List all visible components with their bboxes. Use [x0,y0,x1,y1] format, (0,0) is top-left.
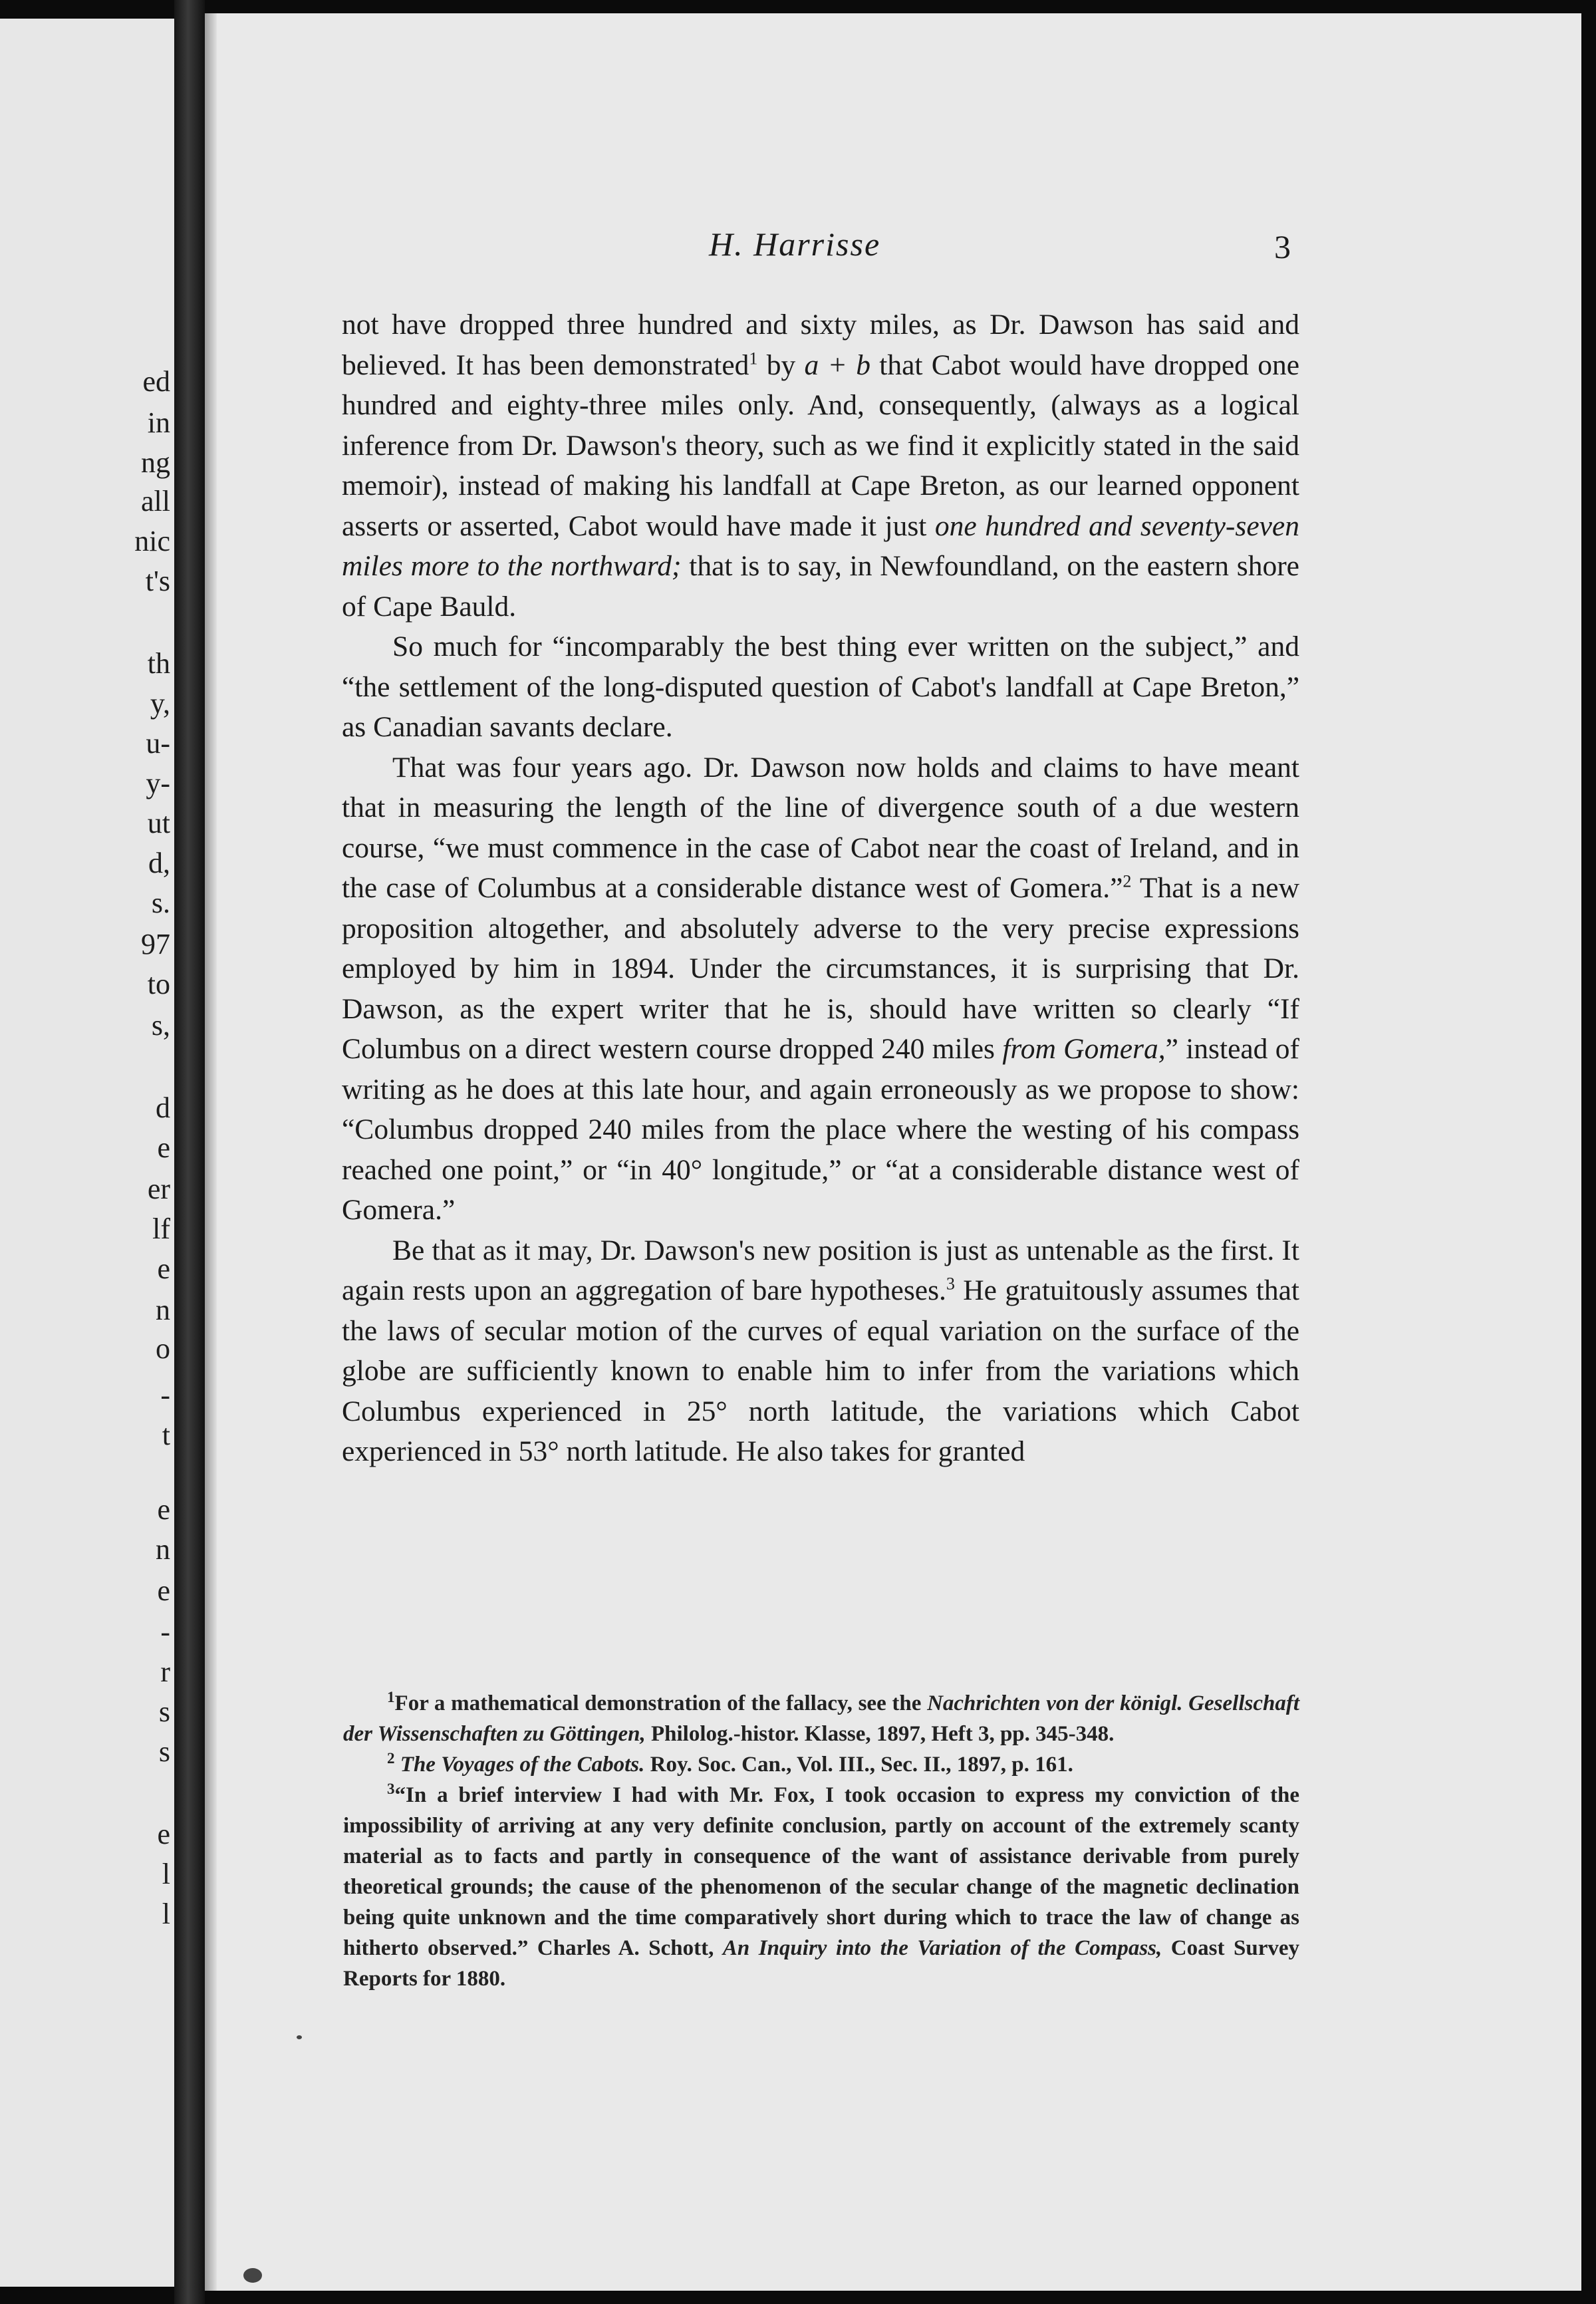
gutter-shadow [205,13,218,2291]
paragraph-3 [342,748,1299,1230]
facing-page-line: n [156,1294,170,1326]
facing-page-line: e [157,1493,170,1526]
text-run: not have dropped three hundred and sixty miles, as Dr. Dawson has said and believed. It has been demonstrated [342,309,1299,381]
body-text [342,305,1299,1472]
paragraph-2: So much for “incomparably the best thing ever written on the subject,” and “the settlement of the long-disputed question of Cabot's landfall at Cape Breton,” as Canadian savants declare. [342,631,1299,743]
scan-speck [297,2035,302,2039]
text-run: ” instead of writing as he does at this late hour, and again erroneously as we propose to show: “Columbus dropped 240 miles from the place where the westing of his compass reached one point,” or “in 40° longitude,” or “at a considerable distance west of Gomera.” [342,1033,1299,1226]
text-run: Coast Survey Reports for 1880. [343,1936,1299,1991]
facing-page-line: u- [146,727,170,760]
facing-page-line: l [162,1858,170,1890]
facing-page-line: r [160,1656,170,1688]
emphasis: one hundred and seventy-seven miles more to the northward; [342,509,1299,582]
text-run: Roy. Soc. Can., Vol. III., Sec. II., 1897, p. 161. [644,1753,1073,1777]
facing-page-line: s, [151,1009,170,1042]
paragraph-4 [342,1230,1299,1472]
facing-page-line: th [147,647,170,680]
facing-page-line: n [156,1533,170,1566]
facing-page-line: lf [152,1213,170,1245]
footnote-mark: 1 [387,1688,395,1705]
facing-page-line: in [147,406,170,439]
footnote-1 [343,1688,1299,1749]
facing-page-line: y, [150,687,170,720]
facing-page-line: er [147,1173,170,1205]
page-number: 3 [1274,228,1291,265]
footnotes [343,1688,1299,1994]
facing-page-line: y- [146,767,170,799]
footnote-mark: 2 [387,1749,395,1767]
text-run: Philolog.-histor. Klasse, 1897, Heft 3, pp. 345-348. [645,1722,1115,1746]
footnote-ref: 2 [1123,871,1132,891]
emphasis: The Voyages of the Cabots. [400,1753,645,1777]
emphasis: An Inquiry into the Variation of the Compass, [722,1936,1162,1960]
footnote-2 [343,1749,1299,1780]
facing-page-line: e [157,1131,170,1164]
facing-page-line: ut [147,807,170,839]
paragraph-1 [342,305,1299,627]
footnote-3 [343,1780,1299,1994]
text-run: He gratuitously assumes that the laws of secular motion of the curves of equal variation on the surface of the globe are sufficiently known to enable him to infer from the variations which Columbus experienced in 25° north latitude, the variations which Cabot experienced in 53° north latitude. He also takes for granted [342,1274,1299,1467]
book-page [217,13,1581,2291]
facing-page-line: all [141,485,170,517]
facing-page-line: d [156,1091,170,1124]
facing-page-line: o [156,1332,170,1365]
facing-page-line: - [160,1616,170,1648]
facing-page-line: 97 [141,928,170,960]
facing-page-line: t [162,1419,170,1451]
book-gutter [174,0,205,2304]
facing-page-line: s [158,1735,170,1768]
text-run: by [757,349,805,381]
running-head [217,225,1581,271]
facing-page-line: ed [142,365,170,398]
text-run: “In a brief interview I had with Mr. Fox, I took occasion to express my conviction of the impossibility of arriving at any very definite conclusion, partly on account of the extremely scanty material as to facts and partly in consequence of the want of assistance derivable from purely theoretical grounds; the cause of the phenomenon of the secular change of the magnetic declination being quite unknown and the time comparatively short during which to trace the law of change as hitherto observed.” Charles A. Schott, [343,1783,1299,1960]
footnote-mark: 3 [387,1780,395,1797]
facing-page-line: t's [145,565,170,597]
facing-page-line: ng [141,446,170,479]
emphasis: from Gomera, [1002,1033,1166,1065]
text-run: For a mathematical demonstration of the fallacy, see the [394,1691,928,1715]
facing-page-line: e [157,1574,170,1607]
facing-page-line: e [157,1252,170,1285]
facing-page-fragment [0,19,174,2287]
footnote-ref: 1 [749,349,758,368]
text-run: Be that as it may, Dr. Dawson's new position is just as untenable as the first. It again rests upon an aggregation of bare hypotheses. [342,1234,1299,1306]
facing-page-line: l [162,1898,170,1930]
footnote-ref: 3 [946,1274,955,1294]
running-head-title: H. Harrisse [709,225,881,263]
facing-page-line: to [147,968,170,1000]
scan-speck [243,2268,262,2283]
text-run: that is to say, in Newfoundland, on the eastern shore of Cape Bauld. [342,550,1299,623]
emphasis: Nachrichten von der königl. Gesellschaft der Wissenschaften zu Göttingen, [343,1691,1299,1746]
facing-page-line: nic [134,525,170,557]
facing-page-line: d, [148,847,170,879]
facing-page-line: s. [151,887,170,919]
facing-page-line: s [158,1695,170,1728]
text-run: That is a new proposition altogether, and absolutely adverse to the very precise expressions employed by him in 1894. Under the circumstances, it is surprising that Dr. Dawson, as the expert writer that he is, should have written so clearly “If Columbus on a direct western course dropped 240 miles [342,872,1299,1065]
text-run: that Cabot would have dropped one hundred and eighty-three miles only. And, consequently, (always as a logical inference from Dr. Dawson's theory, such as we find it explicitly stated in the said memoir), instead of making his landfall at Cape Breton, as our learned opponent asserts or asserted, Cabot would have made it just [342,349,1300,542]
facing-page-line: - [160,1379,170,1411]
facing-page-line: e [157,1818,170,1850]
text-run: That was four years ago. Dr. Dawson now holds and claims to have meant that in measuring the length of the line of divergence south of a due western course, “we must commence in the case of Cabot near the coast of Ireland, and in the case of Columbus at a considerable distance west of Gomera.” [342,751,1299,904]
formula: a + b [804,349,870,381]
